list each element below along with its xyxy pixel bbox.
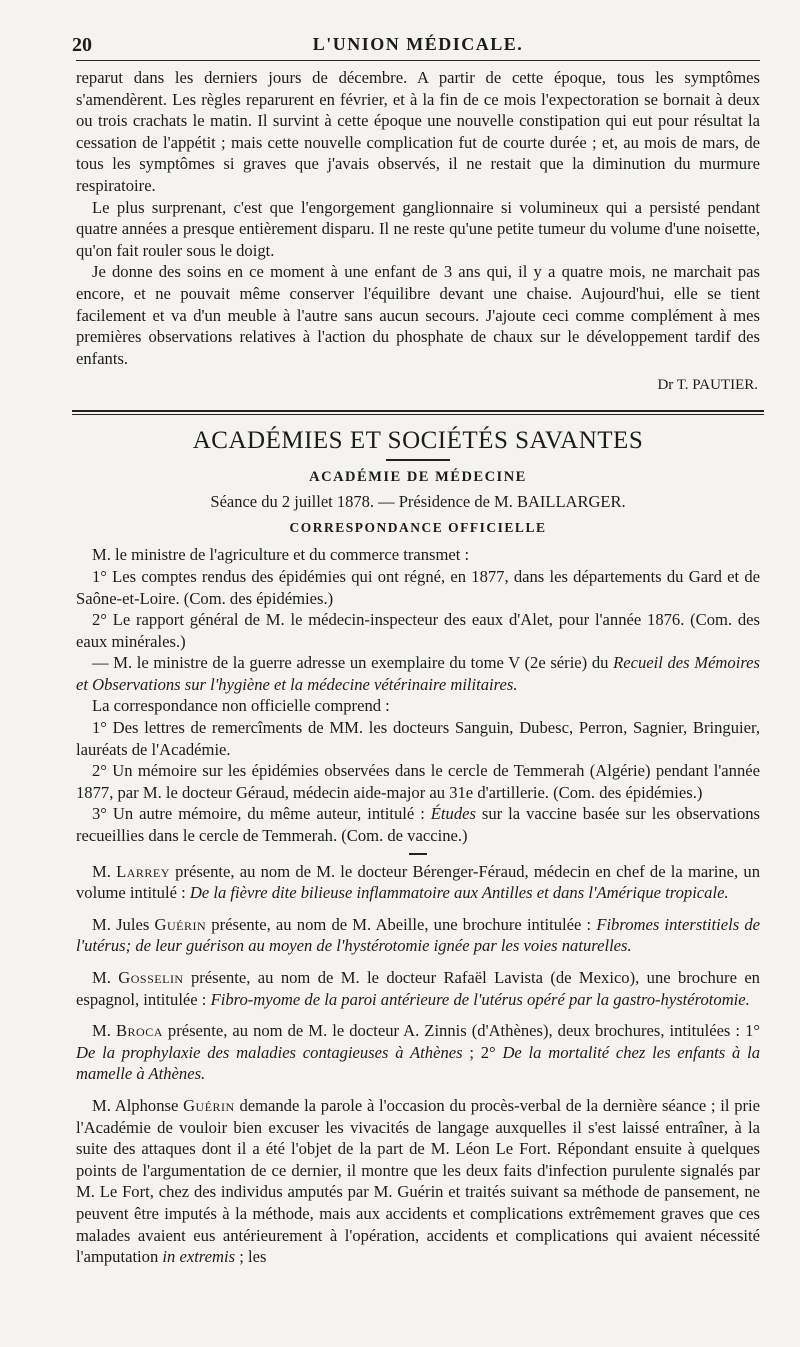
person-name: Larrey [116, 861, 170, 881]
text-run: — M. le ministre de la guerre adresse un exemplaire du tome V (2e série) du [92, 653, 614, 673]
italic-title: De la prophylaxie des maladies contagieuses à Athènes [76, 1042, 463, 1062]
article-paragraph: Le plus surprenant, c'est que l'engorgement ganglionnaire si volumineux qui a persisté pendant quatre années a presque entièrement disparu. Il ne reste qu'une petite tumeur du volume d'une noisette, qu'on fait rouler sous le doigt. [76, 197, 760, 260]
session-line: Séance du 2 juillet 1878. — Présidence de M. BAILLARGER. [210, 492, 626, 512]
text-run: présente, au nom de M. le docteur Bérenger-Féraud, médecin en chef de la marine, un volume intitulé : [76, 861, 760, 903]
body-paragraph: M. le ministre de l'agriculture et du commerce transmet : [92, 545, 470, 565]
italic-title: Fibromes interstitiels de l'utérus; de leur guérison au moyen de l'hystérotomie ignée par les voies naturelles. [76, 914, 761, 956]
spacer [76, 1010, 760, 1020]
body-paragraph: 1° Les comptes rendus des épidémies qui ont régné, en 1877, dans les départements du Gard et de Saône-et-Loire. (Com. des épidémies.) [76, 566, 760, 608]
body-paragraph: La correspondance non officielle comprend : [92, 696, 390, 716]
italic-phrase: in extremis [162, 1247, 236, 1267]
body-paragraph: M. Gosselin présente, au nom de M. le docteur Rafaël Lavista (de Mexico), une brochure en espagnol, intitulée : Fibro-myome de la paroi antérieure de l'utérus opéré par la gastro-hystérotomie. [76, 968, 760, 1009]
title-rule [386, 459, 450, 461]
italic-title: De la mortalité chez les enfants à la mamelle à Athènes. [76, 1042, 760, 1084]
running-title: L'UNION MÉDICALE. [312, 34, 524, 54]
person-name: Guérin [154, 914, 207, 934]
person-name: Guérin [183, 1095, 235, 1115]
body-paragraph [76, 652, 760, 695]
text-run: ; les [235, 1247, 267, 1267]
italic-title: Études [430, 804, 476, 824]
page-number: 20 [72, 34, 92, 56]
text-run: présente, au nom de M. Abeille, une brochure intitulée : [206, 914, 597, 934]
section-title: ACADÉMIES ET SOCIÉTÉS SAVANTES [192, 427, 644, 455]
spacer [76, 957, 760, 967]
text-run: demande la parole à l'occasion du procès-verbal de la dernière séance ; il prie l'Académie de vouloir bien excuser les vivacités de langage auxquelles il s'est laissé entraîner, à la suite des attaques dont il a été l'objet de la part de M. Léon Le Fort. Répondant ensuite à quelques points de l'argumentation de ce dernier, il montre que les deux faits d'infection purulente signalés par M. Le Fort, chez des individus amputés par M. Guérin et traités suivant sa méthode de pansement, ne peuvent être imputés à la méthode, mais aux accidents et complications extrêmement graves que ces malades avaient eus antérieurement à l'opération, accidents et complications qui avaient nécessité l'amputation [76, 1095, 760, 1267]
body-paragraph: M. Broca présente, au nom de M. le docteur A. Zinnis (d'Athènes), deux brochures, intitulées : 1° De la prophylaxie des maladies contagieuses à Athènes ; 2° De la mortalité chez les enfants à la mamelle à Athènes. [76, 1021, 761, 1084]
person-name: Broca [115, 1021, 163, 1041]
spacer [76, 1085, 760, 1095]
correspondence-title: CORRESPONDANCE OFFICIELLE [289, 520, 547, 536]
italic-title: Recueil des Mémoires et Observations sur l'hygiène et la médecine vétérinaire militaires. [76, 653, 760, 694]
body-paragraph: M. Alphonse Guérin demande la parole à l'occasion du procès-verbal de la dernière séance ; il prie l'Académie de vouloir bien excuser les vivacités de langage auxquelles il s'est laissé entraîner, à la suite des attaques dont il a été l'objet de la part de M. Léon Le Fort. Répondant ensuite à quelques points de l'argumentation de ce dernier, il montre que les deux faits d'infection purulente signalés par M. Le Fort, chez des individus amputés par M. Guérin et traités suivant sa méthode de pansement, ne peuvent être imputés à la méthode, mais aux accidents et complications extrêmement graves que ces malades avaient eus antérieurement à l'opération, accidents et complications qui avaient nécessité l'amputation in extremis ; les [76, 1095, 760, 1267]
section-dash [409, 853, 427, 855]
person-name: Gosselin [118, 968, 184, 987]
body-paragraph [76, 803, 760, 846]
body-paragraph: 2° Un mémoire sur les épidémies observées dans le cercle de Temmerah (Algérie) pendant l'année 1877, par M. le docteur Géraud, médecin aide-major au 31e d'artillerie. (Com. des épidémies.) [76, 761, 760, 802]
text-run: sur la vaccine basée sur les observations recueillies dans le cercle de Temmerah. (Com. de vaccine.) [76, 804, 761, 846]
body-paragraph: M. Jules Guérin présente, au nom de M. Abeille, une brochure intitulée : Fibromes interstitiels de l'utérus; de leur guérison au moyen de l'hystérotomie ignée par les voies naturelles. [76, 914, 761, 956]
text-run: présente, au nom de M. le docteur A. Zinnis (d'Athènes), deux brochures, intitulées : 1° [162, 1021, 761, 1041]
header-rule [76, 60, 760, 61]
subsection-title: ACADÉMIE DE MÉDECINE [309, 469, 527, 486]
author-signature: Dr T. PAUTIER. [657, 377, 758, 394]
spacer [76, 904, 760, 914]
section-divider [72, 410, 764, 415]
body-paragraph: 1° Des lettres de remercîments de MM. les docteurs Sanguin, Dubesc, Perron, Sagnier, Bringuier, lauréats de l'Académie. [76, 718, 760, 759]
page-header [72, 26, 760, 60]
italic-title: Fibro-myome de la paroi antérieure de l'utérus opéré par la gastro-hystérotomie. [210, 989, 750, 1009]
text-run: présente, au nom de M. le docteur Rafaël Lavista (de Mexico), une brochure en espagnol, intitulée : [76, 968, 760, 1009]
body-paragraph: 2° Le rapport général de M. le médecin-inspecteur des eaux d'Alet, pour l'année 1876. (Com. des eaux minérales.) [76, 610, 760, 651]
body-paragraph: M. Larrey présente, au nom de M. le docteur Bérenger-Féraud, médecin en chef de la marine, un volume intitulé : De la fièvre dite bilieuse inflammatoire aux Antilles et dans l'Amérique tropicale. [76, 861, 760, 903]
italic-title: De la fièvre dite bilieuse inflammatoire aux Antilles et dans l'Amérique tropicale. [189, 883, 729, 903]
article-paragraph: reparut dans les derniers jours de décembre. A partir de cette époque, tous les symptômes s'amendèrent. Les règles reparurent en février, et à la fin de ce mois l'expectoration se bornait à deux ou trois crachats le matin. Il survint à cette époque une nouvelle constipation qui eut pour résultat la cessation de l'appétit ; mais cette nouvelle complication fut de courte durée ; et, au mois de mars, de tous les symptômes si graves que j'avais observés, il ne restait que la diminution du murmure respiratoire. [76, 68, 760, 195]
article-paragraph: Je donne des soins en ce moment à une enfant de 3 ans qui, il y a quatre mois, ne marchait pas encore, et ne pouvait même conserver l'équilibre devant une chaise. Aujourd'hui, elle se tient facilement et va d'un meuble à l'autre sans aucun secours. J'ajoute ceci comme complément à mes premières observations relatives à l'action du phosphate de chaux sur le développement tardif des enfants. [76, 262, 760, 368]
text-run: 3° Un autre mémoire, du même auteur, intitulé : [92, 804, 431, 824]
text-run: ; 2° [462, 1042, 503, 1062]
